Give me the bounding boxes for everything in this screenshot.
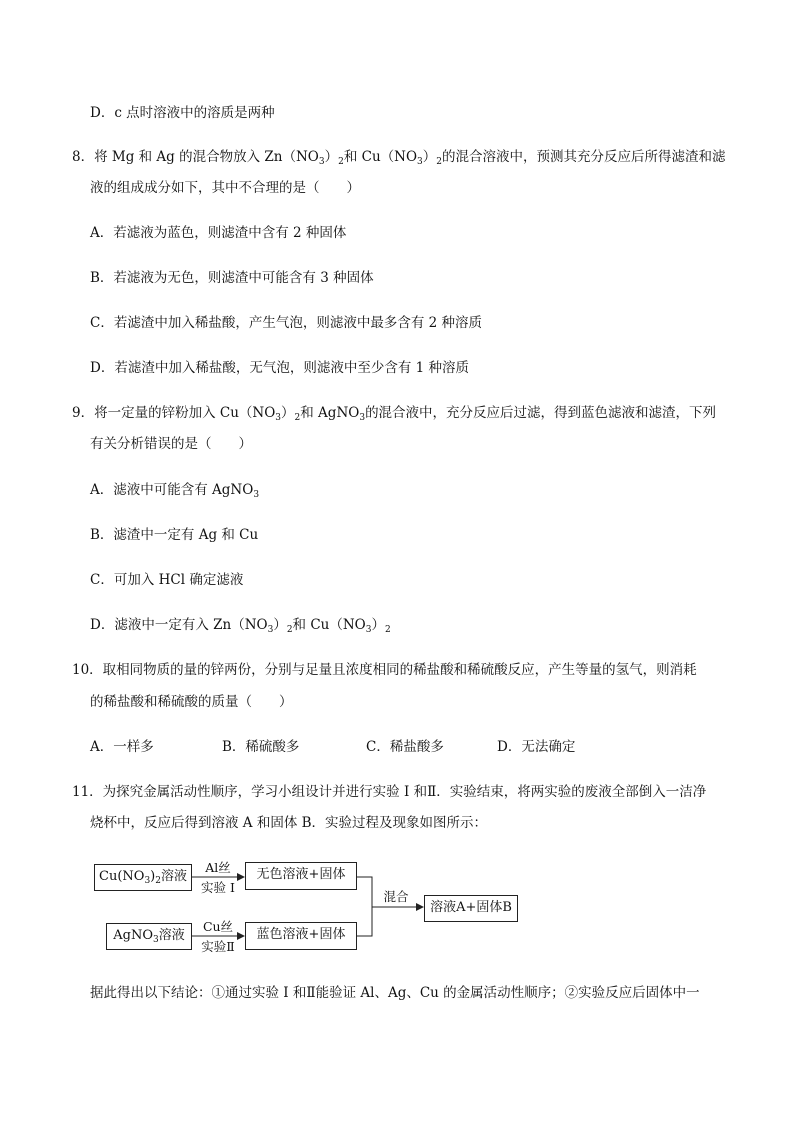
q10-option-a: A．一样多	[90, 739, 154, 755]
q9-stem-line2: 有关分析错误的是（ ）	[90, 436, 252, 452]
q9-option-b: B．滤渣中一定有 Ag 和 Cu	[90, 527, 259, 543]
arrow1-reagent-label: Al丝	[205, 860, 231, 875]
q10-option-b: B．稀硫酸多	[222, 739, 300, 755]
q7-option-d: D．c 点时溶液中的溶质是两种	[90, 105, 275, 121]
q11-stem-line1: 11．为探究金属活动性顺序，学习小组设计并进行实验 I 和Ⅱ．实验结束，将两实验的废液全部倒入一洁净	[72, 784, 707, 800]
q10-stem-line1: 10．取相同物质的量的锌两份，分别与足量且浓度相同的稀盐酸和稀硫酸反应，产生等量的氢气，则消耗	[72, 662, 697, 678]
merge-bracket	[355, 877, 372, 936]
q9-option-d: D．滤液中一定有入 $Zn(NO_3)_2$和 $Cu(NO_3)_2$	[90, 617, 391, 635]
q8-stem-line2: 液的组成成分如下，其中不合理的是（ ）	[90, 180, 360, 196]
q11-conclusion: 据此得出以下结论：①通过实验 I 和Ⅱ能验证 Al、Ag、Cu 的金属活动性顺序；②实验反应后固体中一	[90, 985, 700, 1001]
q10-option-d: D．无法确定	[497, 739, 576, 755]
q10-option-c: C．稀盐酸多	[366, 739, 444, 755]
q8-option-d: D．若滤渣中加入稀盐酸，无气泡，则滤液中至少含有 1 种溶质	[90, 360, 469, 376]
box-solution-a-solid-b: 溶液A+固体B	[424, 895, 518, 922]
q9-option-c: C．可加入 HCl 确定滤液	[90, 572, 244, 588]
arrow1-experiment-label: 实验 I	[201, 880, 235, 895]
arrow2-experiment-label: 实验Ⅱ	[201, 939, 235, 954]
q8-option-a: A．若滤液为蓝色，则滤渣中含有 2 种固体	[90, 225, 347, 241]
q11-stem-line2: 烧杯中，反应后得到溶液 A 和固体 B．实验过程及现象如图所示：	[90, 815, 488, 831]
q9-option-a: A．滤液中可能含有 AgNO$_3$	[90, 482, 260, 500]
q8-option-b: B．若滤液为无色，则滤渣中可能含有 3 种固体	[90, 270, 374, 286]
q9-stem-line1: 9．将一定量的锌粉加入 $Cu(NO_3)_2$和 AgNO$_3$的混合液中，充分反应后过滤，得到蓝色滤液和滤渣，下列	[72, 405, 717, 423]
mix-label: 混合	[383, 889, 409, 904]
q8-stem-line1: 8．将 Mg 和 Ag 的混合物放入 $Zn(NO_3)_2$和 $Cu(NO_3)_2$的混合溶液中，预测其充分反应后所得滤渣和滤	[72, 149, 726, 167]
q8-option-c: C．若滤渣中加入稀盐酸，产生气泡，则滤液中最多含有 2 种溶质	[90, 315, 483, 331]
box-agno3-solution: AgNO$_3$溶液	[106, 923, 192, 950]
box-cu-nitrate-solution: $Cu(NO_3)_2$溶液	[94, 864, 192, 891]
box-blue-solution-solid: 蓝色溶液+固体	[245, 922, 357, 950]
arrow2-reagent-label: Cu丝	[202, 919, 234, 934]
q10-stem-line2: 的稀盐酸和稀硫酸的质量（ ）	[90, 694, 293, 710]
box-colorless-solution-solid: 无色溶液+固体	[245, 862, 357, 890]
